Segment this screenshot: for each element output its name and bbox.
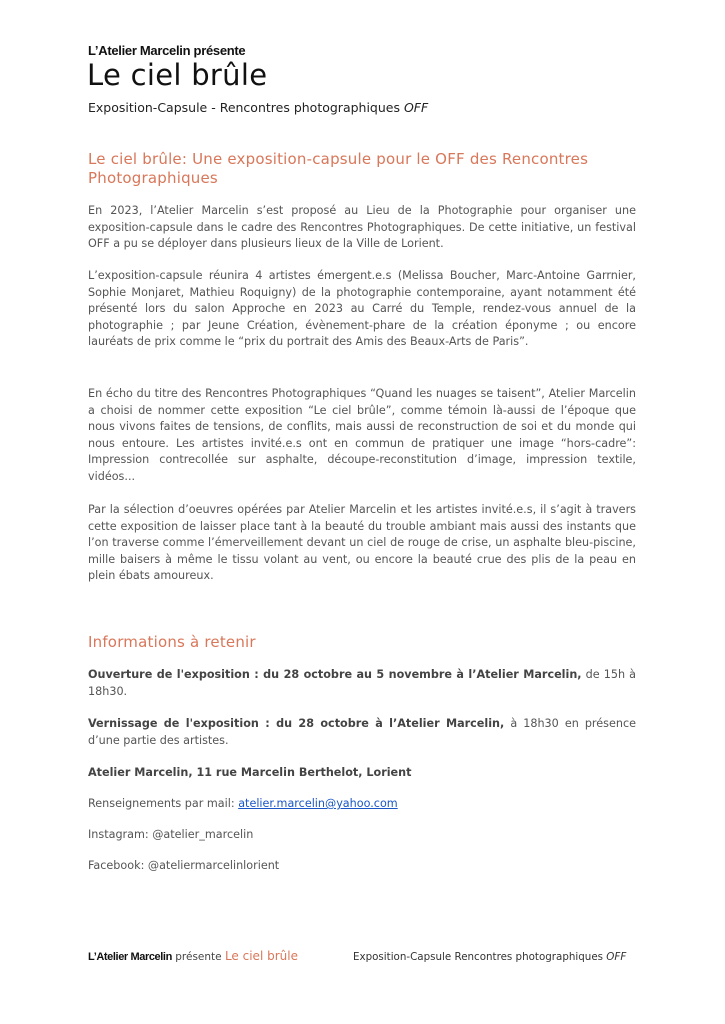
intro-heading: Le ciel brûle: Une exposition-capsule pour le OFF des Rencontres Photographiques	[88, 150, 589, 187]
opening-bold: Ouverture de l'exposition : du 28 octobre au 5 novembre à l’Atelier Marcelin,	[88, 668, 582, 681]
address: Atelier Marcelin, 11 rue Marcelin Berthelot, Lorient	[88, 766, 412, 779]
subtitle-text: Exposition-Capsule - Rencontres photographiques	[88, 100, 404, 115]
intro-paragraph-2: L’exposition-capsule réunira 4 artistes émergent.e.s (Melissa Boucher, Marc-Antoine Garrnier, Sophie Monjaret, Mathieu Roquigny) de la photographie contemporaine, ayant notamment été présenté lors du salon Approche en 2023 au Carré du Temple, rendez-vous annuel de la photographie ; par Jeune Création, évènement-phare de la création éponyme ; ou encore lauréats de prix comme le “prix du portrait des Amis des Beaux-Arts de Paris”.	[88, 269, 636, 349]
vernissage-rest: à 18h30 en présence d’une partie des artistes.	[88, 717, 636, 747]
mail-link[interactable]: atelier.marcelin@yahoo.com	[238, 797, 398, 810]
footer-right	[353, 951, 626, 963]
vernissage-bold: Vernissage de l'exposition : du 28 octobre à l’Atelier Marcelin,	[88, 717, 505, 730]
page-title: Le ciel brûle	[87, 58, 268, 92]
mail-info	[88, 796, 398, 813]
intro-paragraph-4: Par la sélection d’oeuvres opérées par Atelier Marcelin et les artistes invité.e.s, il s’agit à travers cette exposition de laisser place tant à la beauté du trouble ambiant mais aussi des instants que l’on traverse comme l’émerveillement devant un ciel de rouge de crise, un asphalte bleu-piscine, mille baisers à même le tissu volant au vent, ou encore la beauté crue des plis de la peau en plein ébats amoureux.	[88, 503, 636, 583]
opening-rest: de 15h à 18h30.	[88, 668, 636, 698]
footer-presents: présente	[171, 951, 225, 963]
intro-paragraph-1: En 2023, l’Atelier Marcelin s’est proposé au Lieu de la Photographie pour organiser une exposition-capsule dans le cadre des Rencontres Photographiques. De cette initiative, un festival OFF a pu se déployer dans plusieurs lieux de la Ville de Lorient.	[88, 204, 636, 251]
facebook-info: Facebook: @ateliermarcelinlorient	[88, 859, 280, 872]
opening-info	[88, 667, 636, 700]
header-presents: L’Atelier Marcelin présente	[88, 43, 246, 58]
subtitle-off: OFF	[403, 100, 429, 115]
footer-left	[88, 949, 298, 963]
footer-right-text: Exposition-Capsule Rencontres photographiques	[353, 951, 607, 963]
mail-label: Renseignements par mail:	[88, 797, 239, 810]
footer-brand: L’Atelier Marcelin	[88, 951, 172, 963]
vernissage-info	[88, 716, 636, 749]
instagram-info: Instagram: @atelier_marcelin	[88, 828, 254, 841]
intro-paragraph-3: En écho du titre des Rencontres Photographiques “Quand les nuages se taisent”, Atelier Marcelin a choisi de nommer cette exposition “Le ciel brûle”, comme témoin là-aussi de l’époque que nous vivons faites de tensions, de conflits, mais aussi de reconstruction de soi et du monde qui nous entoure. Les artistes invité.e.s ont en commun de pratiquer une image “hors-cadre”: Impression contrecollée sur asphalte, découpe-reconstitution d’image, impression textile, vidéos...	[88, 387, 636, 483]
footer-title: Le ciel brûle	[224, 949, 298, 963]
footer-right-off: OFF	[606, 951, 627, 963]
page-subtitle	[88, 100, 428, 115]
info-heading: Informations à retenir	[88, 633, 256, 651]
